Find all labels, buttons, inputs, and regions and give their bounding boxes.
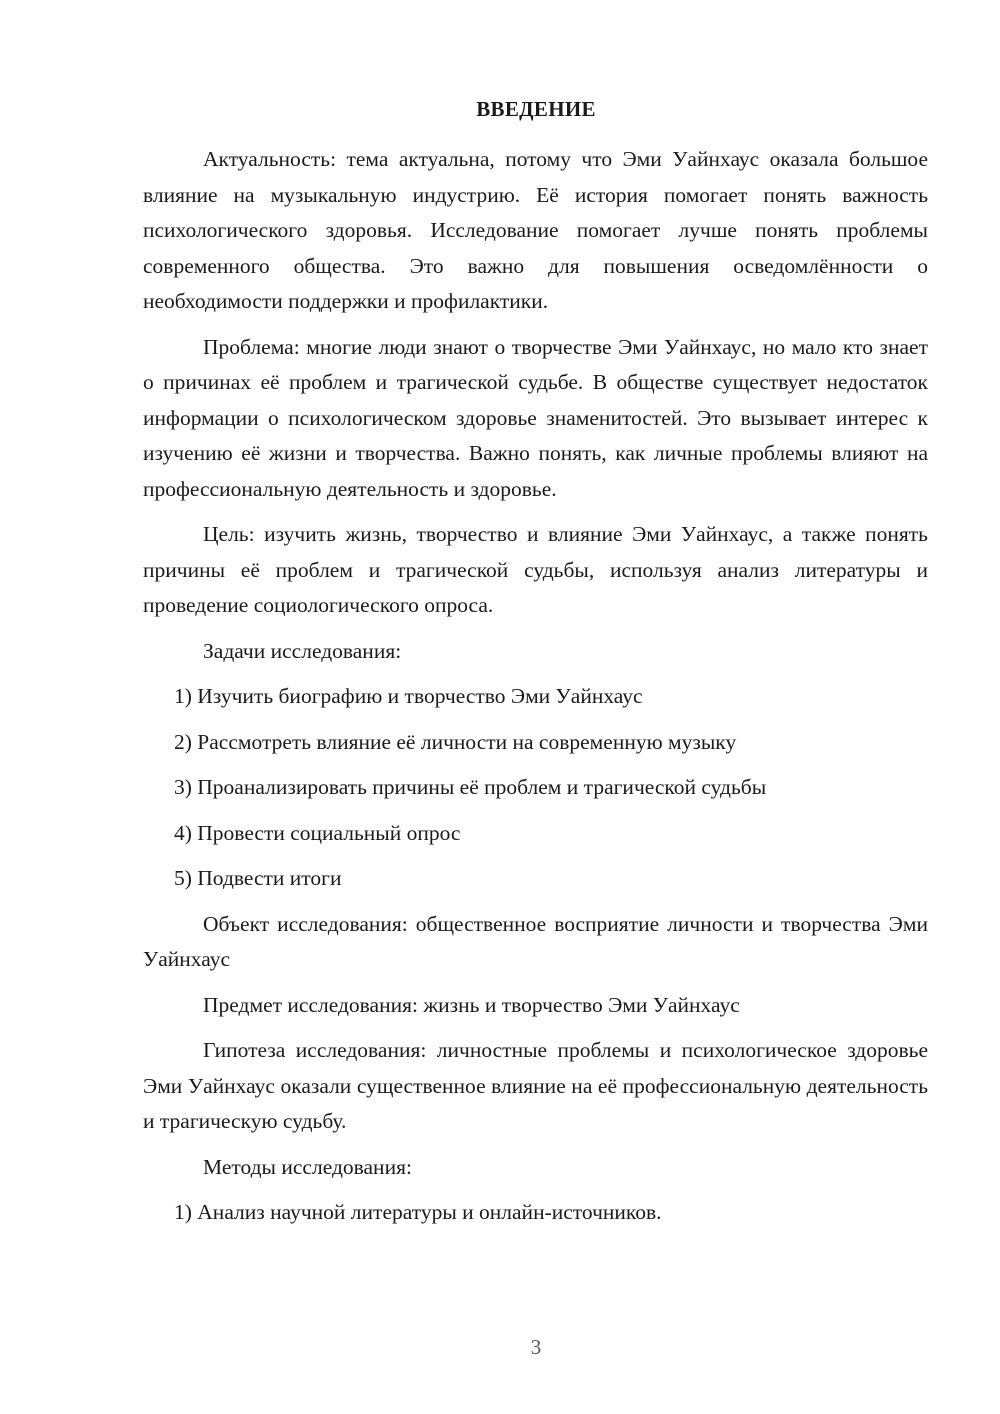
list-item: 5) Подвести итоги [174,866,342,890]
list-item: 4) Провести социальный опрос [174,820,461,845]
page-number: 3 [530,1335,542,1359]
page-title: ВВЕДЕНИЕ [476,97,596,121]
paragraph-object: Объект исследования: общественное восприятие личности и творчества Эми Уайнхаус [143,911,928,971]
methods-list [143,1195,928,1231]
tasks-heading: Задачи исследования: [203,638,402,663]
list-item: 3) Проанализировать причины её проблем и трагической судьбы [174,775,767,799]
paragraph-problem: Проблема: многие люди знают о творчестве Эми Уайнхаус, но мало кто знает о причинах её проблем и трагической судьбе. В обществе существует недостаток информации о психологическом здоровье знаменитостей. Это вызывает интерес к изучению её жизни и творчества. Важно понять, как личные проблемы влияют на профессиональную деятельность и здоровье. [143,334,928,501]
tasks-list [143,679,928,897]
list-item: 2) Рассмотреть влияние её личности на современную музыку [174,729,737,754]
paragraph-hypothesis: Гипотеза исследования: личностные проблемы и психологическое здоровье Эми Уайнхаус оказали существенное влияние на её профессиональную деятельность и трагическую судьбу. [143,1038,928,1133]
list-item: 1) Изучить биографию и творчество Эми Уайнхаус [174,684,643,708]
paragraph-relevance: Актуальность: тема актуальна, потому что Эми Уайнхаус оказала большое влияние на музыкальную индустрию. Её история помогает понять важность психологического здоровья. Исследование помогает лучше понять проблемы современного общества. Это важно для повышения осведомлённости о необходимости поддержки и профилактики. [143,147,928,313]
document-body [143,142,928,1241]
paragraph-subject: Предмет исследования: жизнь и творчество Эми Уайнхаус [203,992,740,1017]
list-item: 1) Анализ научной литературы и онлайн-источников. [174,1200,662,1224]
methods-heading: Методы исследования: [203,1154,412,1179]
paragraph-goal: Цель: изучить жизнь, творчество и влияние Эми Уайнхаус, а также понять причины её проблем и трагической судьбы, используя анализ литературы и проведение социологического опроса. [143,522,928,617]
